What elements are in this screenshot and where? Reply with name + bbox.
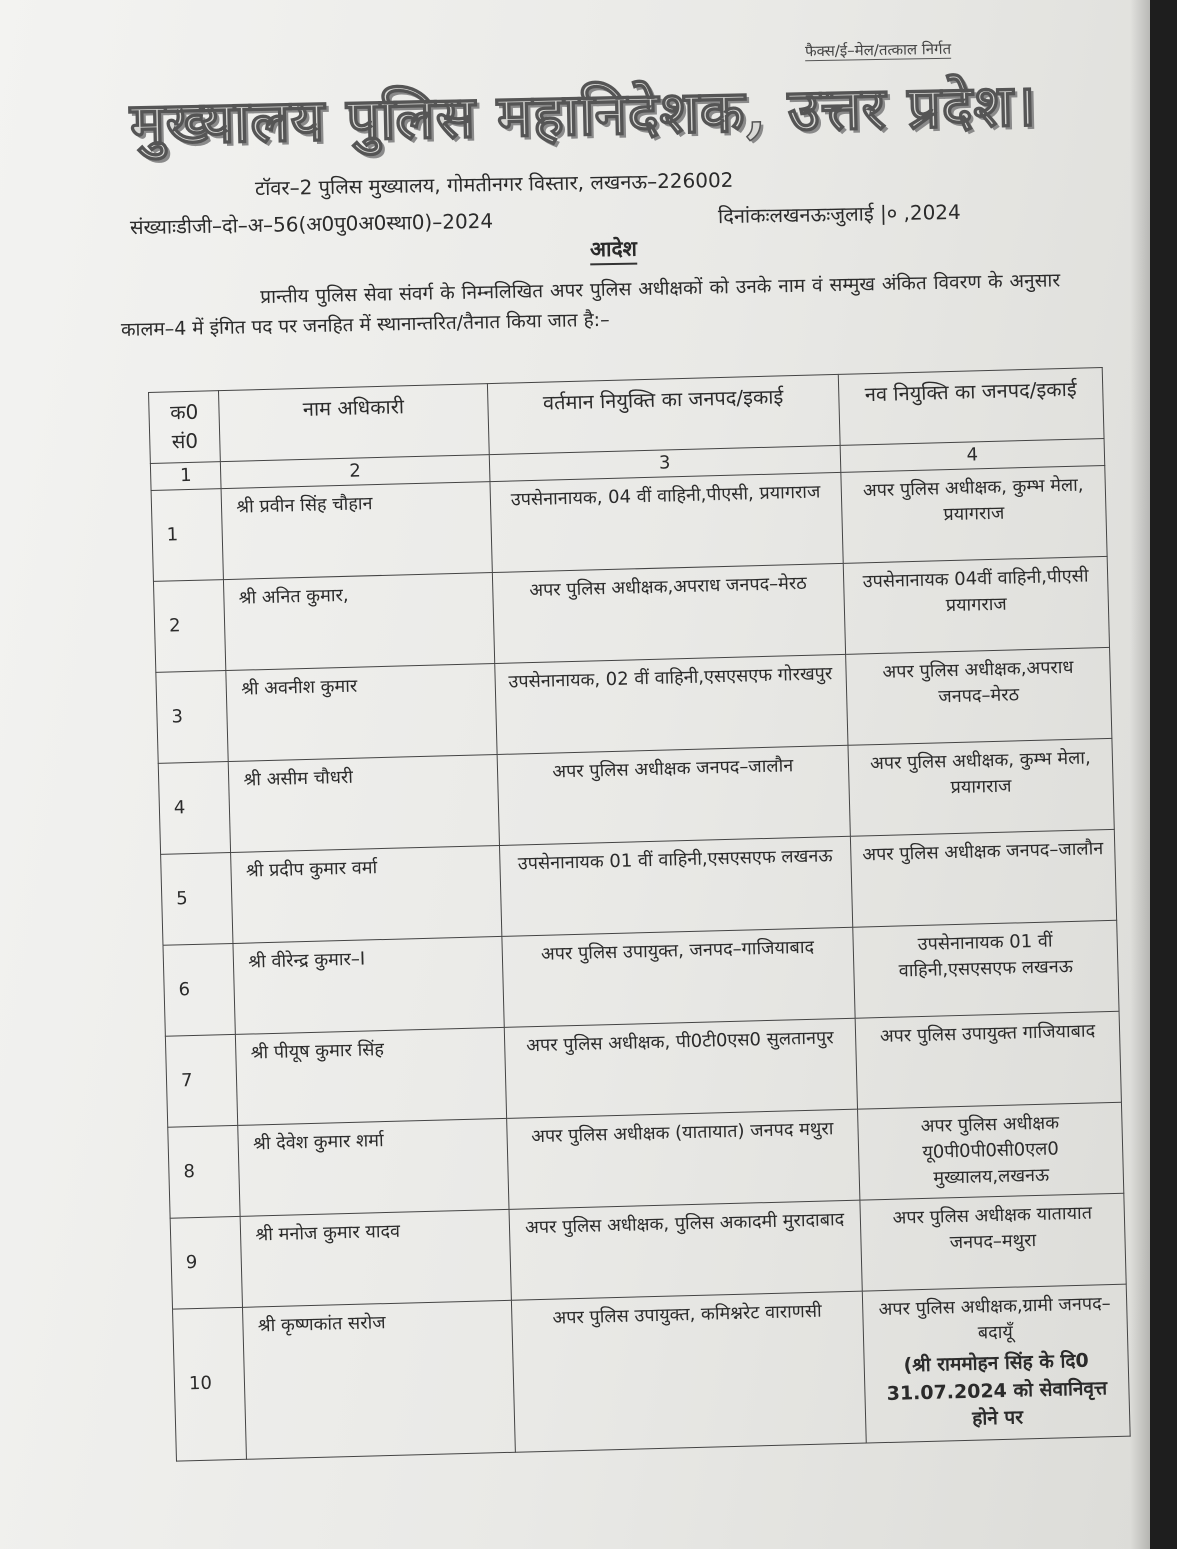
header-new-posting: नव नियुक्ति का जनपद/इकाई <box>838 368 1104 446</box>
cell-current-posting <box>492 563 846 663</box>
reference-number: संख्याःडीजी–दो–अ–56(अ0पु0अ0स्था0)–2024 <box>129 208 494 240</box>
intro-paragraph <box>120 265 1061 345</box>
cell-new-posting <box>857 1102 1123 1200</box>
cell-new-posting <box>860 1193 1126 1291</box>
letterhead-heading: मुख्यालय पुलिस महानिदेशक, उत्तर प्रदेश। <box>129 71 1038 158</box>
cell-current-posting-text: अपर पुलिस अधीक्षक, पुलिस अकादमी मुरादाबाद <box>524 1208 845 1239</box>
cell-sno-text: 4 <box>173 796 186 819</box>
cell-officer-name-text: श्री अवनीश कुमार <box>240 675 358 700</box>
cell-sno-text: 6 <box>178 978 191 1000</box>
cell-new-posting-text: अपर पुलिस अधीक्षक,अपराध जनपद–मेरठ <box>882 656 1074 708</box>
cell-current-posting <box>489 472 843 572</box>
column-number: 3 <box>489 445 841 481</box>
cell-sno-text: 3 <box>171 705 184 728</box>
cell-officer-name-text: श्री पीयूष कुमार सिंह <box>250 1038 385 1064</box>
header-name: नाम अधिकारी <box>219 384 489 462</box>
cell-officer-name <box>226 663 496 761</box>
order-title: आदेश <box>590 235 637 266</box>
cell-new-posting-text: अपर पुलिस अधीक्षक यू0पी0पी0सी0एल0 मुख्यालय,लखनऊ <box>920 1112 1060 1189</box>
cell-current-posting-text: अपर पुलिस अधीक्षक जनपद–जालौन <box>552 754 794 783</box>
cell-current-posting <box>511 1291 866 1452</box>
cell-new-posting <box>853 920 1119 1018</box>
cell-current-posting <box>494 654 848 754</box>
cell-current-posting <box>497 745 851 845</box>
cell-sno <box>161 852 234 945</box>
cell-officer-name-text: श्री मनोज कुमार यादव <box>255 1220 401 1246</box>
cell-new-posting-text: अपर पुलिस अधीक्षक जनपद–जालौन <box>862 837 1104 866</box>
transfer-table <box>148 367 1131 1461</box>
cell-sno <box>168 1125 241 1218</box>
header-sno: क0 सं0 <box>149 391 221 464</box>
cell-sno-text: 1 <box>166 523 179 546</box>
cell-sno-text: 5 <box>175 887 188 909</box>
cell-officer-name <box>229 754 499 852</box>
cell-new-posting-text: अपर पुलिस उपायुक्त गाजियाबाद <box>879 1020 1096 1047</box>
cell-officer-name <box>236 1027 506 1125</box>
cell-new-posting <box>862 1284 1130 1443</box>
cell-current-posting <box>499 836 853 936</box>
cell-current-posting-text: अपर पुलिस अधीक्षक (यातायात) जनपद मथुरा <box>530 1117 834 1147</box>
cell-current-posting <box>504 1018 858 1118</box>
column-number: 2 <box>221 455 490 489</box>
order-date: दिनांकःलखनऊःजुलाई |० ,2024 <box>717 199 961 229</box>
cell-new-posting <box>843 556 1109 654</box>
fax-note <box>805 39 951 62</box>
cell-new-posting <box>848 738 1114 836</box>
cell-sno <box>156 670 229 763</box>
cell-sno <box>158 761 231 854</box>
cell-current-posting-text: अपर पुलिस उपायुक्त, जनपद–गाजियाबाद <box>540 936 815 965</box>
cell-new-posting <box>855 1011 1121 1109</box>
cell-new-posting-text: अपर पुलिस अधीक्षक,ग्रामी जनपद–बदायूँ <box>878 1292 1111 1344</box>
cell-sno-text: 10 <box>188 1372 213 1395</box>
cell-sno <box>153 579 226 672</box>
cell-sno-text: 7 <box>180 1069 193 1091</box>
cell-sno <box>170 1216 243 1309</box>
office-address: टॉवर–2 पुलिस मुख्यालय, गोमतीनगर विस्तार, लखनऊ–226002 <box>254 167 734 201</box>
cell-officer-name <box>240 1209 510 1307</box>
fax-note-text: फैक्स/ई–मेल/तत्काल निर्गत <box>804 39 952 61</box>
transfer-table-wrapper <box>148 367 1131 1461</box>
cell-new-posting-text: उपसेनानायक 01 वीं वाहिनी,एसएसएफ लखनऊ <box>898 930 1074 982</box>
cell-officer-name <box>243 1300 515 1459</box>
cell-officer-name-text: श्री असीम चौधरी <box>243 766 354 791</box>
column-number: 1 <box>150 462 221 490</box>
cell-officer-name <box>231 845 501 943</box>
cell-officer-name-text: श्री प्रदीप कुमार वर्मा <box>245 856 378 882</box>
cell-current-posting-text: अपर पुलिस उपायुक्त, कमिश्नरेट वाराणसी <box>552 1300 822 1329</box>
cell-new-posting <box>850 829 1116 927</box>
cell-officer-name <box>221 481 491 579</box>
cell-new-posting-text: अपर पुलिस अधीक्षक, कुम्भ मेला, प्रयागराज <box>862 474 1084 525</box>
cell-officer-name-text: श्री अनित कुमार, <box>238 584 349 609</box>
cell-current-posting-text: उपसेनानायक, 04 वीं वाहिनी,पीएसी, प्रयागराज <box>510 481 821 511</box>
cell-sno <box>165 1034 238 1127</box>
intro-text: प्रान्तीय पुलिस सेवा संवर्ग के निम्नलिखित अपर पुलिस अधीक्षकों को उनके नाम वं सम्मुख अंकित विवरण के अनुसार कालम–4 में इंगित पद पर जनहित में स्थानान्तरित/तैनात किया जात है:– <box>120 269 1061 342</box>
cell-current-posting <box>506 1109 860 1209</box>
cell-officer-name <box>224 572 494 670</box>
table-row <box>173 1284 1131 1461</box>
cell-officer-name <box>233 936 503 1034</box>
retirement-note: (श्री राममोहन सिंह के दि0 31.07.2024 को सेवानिवृत्त होने पर <box>886 1349 1108 1430</box>
cell-officer-name-text: श्री कृष्णकांत सरोज <box>257 1311 386 1337</box>
cell-sno <box>163 943 236 1036</box>
cell-current-posting-text: अपर पुलिस अधीक्षक, पी0टी0एस0 सुलतानपुर <box>525 1026 834 1056</box>
cell-current-posting-text: उपसेनानायक, 02 वीं वाहिनी,एसएसएफ गोरखपुर <box>508 662 833 693</box>
header-current-posting: वर्तमान नियुक्ति का जनपद/इकाई <box>487 374 840 454</box>
cell-sno-text: 9 <box>185 1251 198 1274</box>
column-number: 4 <box>840 438 1105 471</box>
cell-sno <box>151 488 224 581</box>
cell-current-posting <box>501 927 855 1027</box>
cell-current-posting <box>509 1200 863 1300</box>
cell-new-posting-text: अपर पुलिस अधीक्षक यातायात जनपद–मथुरा <box>892 1202 1093 1254</box>
cell-officer-name <box>238 1118 508 1216</box>
cell-current-posting-text: अपर पुलिस अधीक्षक,अपराध जनपद–मेरठ <box>529 572 807 601</box>
cell-officer-name-text: श्री वीरेन्द्र कुमार–I <box>248 948 366 973</box>
cell-sno-text: 2 <box>168 614 181 637</box>
cell-officer-name-text: श्री देवेश कुमार शर्मा <box>252 1129 384 1155</box>
page-edge-shadow <box>1130 0 1150 1549</box>
cell-officer-name-text: श्री प्रवीन सिंह चौहान <box>236 492 373 518</box>
cell-current-posting-text: उपसेनानायक 01 वीं वाहिनी,एसएसएफ लखनऊ <box>517 844 833 875</box>
cell-new-posting <box>841 465 1107 563</box>
cell-new-posting-text: उपसेनानायक 04वीं वाहिनी,पीएसी प्रयागराज <box>862 565 1089 616</box>
cell-new-posting <box>845 647 1111 745</box>
cell-sno <box>173 1307 247 1461</box>
cell-sno-text: 8 <box>183 1160 196 1183</box>
cell-new-posting-text: अपर पुलिस अधीक्षक, कुम्भ मेला, प्रयागराज <box>869 747 1091 798</box>
